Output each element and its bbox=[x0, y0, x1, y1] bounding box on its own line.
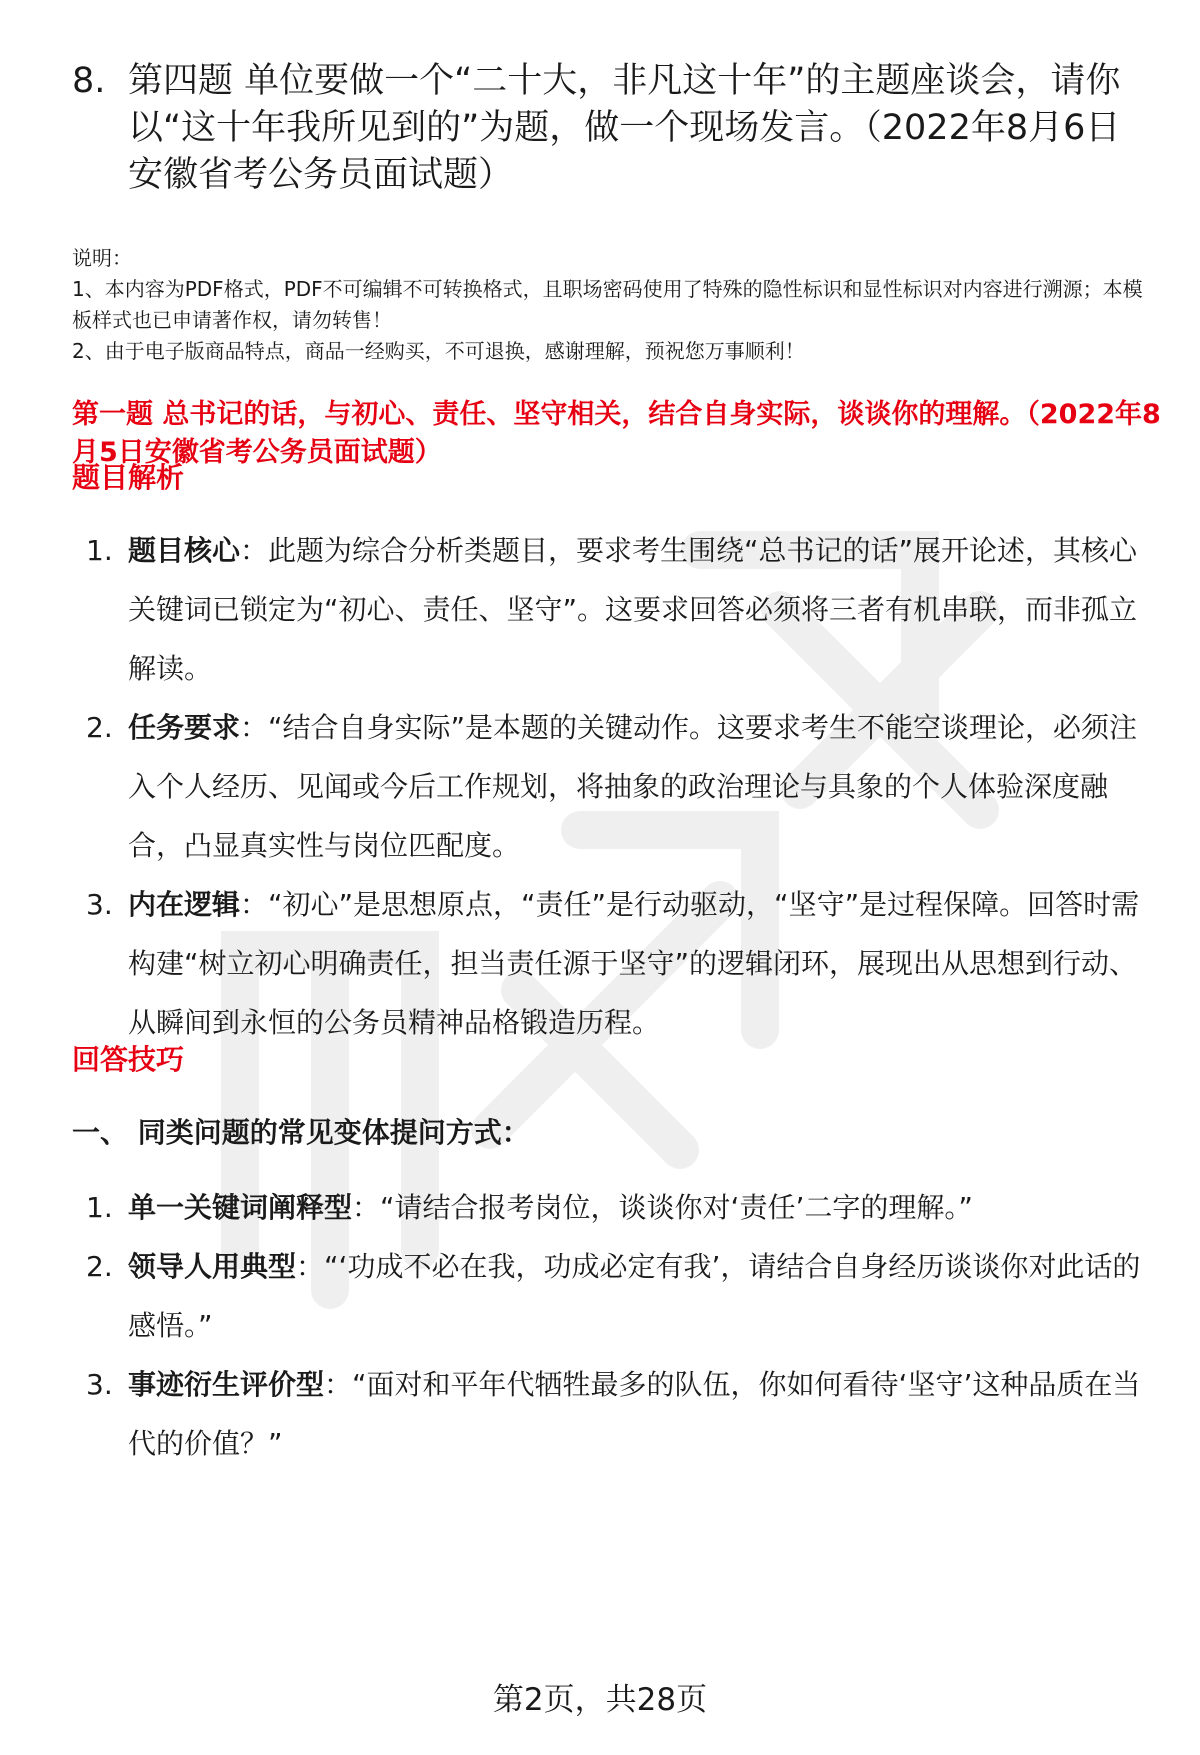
analysis-list bbox=[72, 521, 1157, 1052]
list-number: 2. bbox=[86, 1250, 113, 1283]
tips-item-1 bbox=[72, 1178, 1157, 1237]
analysis-heading: 题目解析 bbox=[72, 461, 185, 494]
question-1-title: 第一题 总书记的话，与初心、责任、坚守相关，结合自身实际，谈谈你的理解。（2022年8月5日安徽省考公务员面试题） bbox=[72, 399, 1161, 468]
analysis-item-2 bbox=[72, 698, 1157, 875]
item-term: 内在逻辑 bbox=[128, 888, 241, 921]
notes-line-2: 2、由于电子版商品特点，商品一经购买，不可退换，感谢理解，预祝您万事顺利！ bbox=[72, 339, 805, 363]
notes-line-1: 1、本内容为PDF格式，PDF不可编辑不可转换格式，且职场密码使用了特殊的隐性标识和显性标识对内容进行溯源；本模板样式也已申请著作权，请勿转售！ bbox=[72, 277, 1143, 332]
item-separator: ： bbox=[324, 1368, 353, 1401]
item-text: “结合自身实际”是本题的关键动作。这要求考生不能空谈理论，必须注入个人经历、见闻或今后工作规划，将抽象的政治理论与具象的个人体验深度融合，凸显真实性与岗位匹配度。 bbox=[128, 711, 1138, 862]
list-number: 1. bbox=[86, 534, 113, 567]
item-separator: ： bbox=[296, 1250, 325, 1283]
tips-heading: 回答技巧 bbox=[72, 1043, 185, 1076]
question-8-number: 8. bbox=[72, 61, 106, 101]
item-term: 题目核心 bbox=[128, 534, 241, 567]
item-term: 事迹衍生评价型 bbox=[128, 1368, 325, 1401]
item-separator: ： bbox=[240, 534, 269, 567]
question-8-text: 第四题 单位要做一个“二十大，非凡这十年”的主题座谈会，请你以“这十年我所见到的”为题，做一个现场发言。（2022年8月6日安徽省考公务员面试题） bbox=[128, 61, 1121, 195]
item-term: 单一关键词阐释型 bbox=[128, 1191, 353, 1224]
tips-subheading: 一、 同类问题的常见变体提问方式： bbox=[72, 1116, 530, 1149]
tips-item-3 bbox=[72, 1355, 1157, 1473]
question-8 bbox=[72, 58, 1152, 199]
item-text: “‘功成不必在我，功成必定有我’，请结合自身经历谈谈你对此话的感悟。” bbox=[128, 1250, 1141, 1342]
item-text: “面对和平年代牺牲最多的队伍，你如何看待‘坚守’这种品质在当代的价值？” bbox=[128, 1368, 1141, 1460]
list-number: 2. bbox=[86, 711, 113, 744]
item-term: 任务要求 bbox=[128, 711, 241, 744]
notes-block bbox=[72, 243, 1162, 367]
item-text: “请结合报考岗位，谈谈你对‘责任’二字的理解。” bbox=[380, 1191, 973, 1224]
list-number: 3. bbox=[86, 888, 113, 921]
tips-item-2 bbox=[72, 1237, 1157, 1355]
list-number: 3. bbox=[86, 1368, 113, 1401]
analysis-item-1 bbox=[72, 521, 1157, 698]
analysis-item-3 bbox=[72, 875, 1157, 1052]
item-text: 此题为综合分析类题目，要求考生围绕“总书记的话”展开论述，其核心关键词已锁定为“初心、责任、坚守”。这要求回答必须将三者有机串联，而非孤立解读。 bbox=[128, 534, 1138, 685]
notes-heading: 说明： bbox=[72, 246, 132, 270]
tips-list bbox=[72, 1178, 1157, 1473]
list-number: 1. bbox=[86, 1191, 113, 1224]
item-text: “初心”是思想原点，“责任”是行动驱动，“坚守”是过程保障。回答时需构建“树立初心明确责任，担当责任源于坚守”的逻辑闭环，展现出从思想到行动、从瞬间到永恒的公务员精神品格锻造历程。 bbox=[128, 888, 1140, 1039]
item-separator: ： bbox=[240, 888, 269, 921]
item-separator: ： bbox=[240, 711, 269, 744]
item-separator: ： bbox=[352, 1191, 381, 1224]
item-term: 领导人用典型 bbox=[128, 1250, 297, 1283]
page-number: 第2页，共28页 bbox=[492, 1682, 708, 1718]
